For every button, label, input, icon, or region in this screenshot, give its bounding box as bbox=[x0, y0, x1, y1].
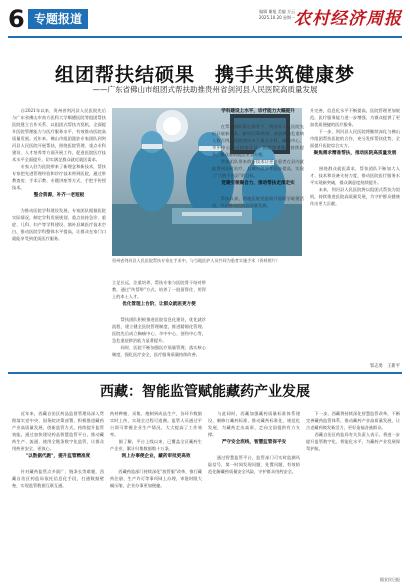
article1-headline: 组团帮扶结硕果 携手共筑健康梦 bbox=[54, 64, 355, 86]
article1-col1-subheading: 整合资源，补齐一老短板 bbox=[33, 193, 85, 198]
article2-column-2 bbox=[110, 403, 202, 575]
article1-column-2 bbox=[112, 272, 206, 362]
top-rule bbox=[8, 36, 402, 38]
article2-col1-text: 近年来，西藏自治区药品监督管理局深入贯彻落实党中央、国务院决策部署，积极推进藏药产业高质量发展，创新监管方式，持续提升监管效能。通过加快建设药品智慧监管平台，推动藏药生产、流通、使用全链条数字化监管，让群众用药更安全、更放心。 bbox=[12, 411, 104, 451]
masthead bbox=[8, 6, 402, 36]
article2-col3-text: 与此同时，西藏加强藏药质量标准体系建设，制修订藏药标准，推动藏药标准化、规范化发展，为藏药走出高原、走向全国提供有力支撑。 bbox=[208, 411, 300, 437]
article1-column-1 bbox=[12, 100, 106, 362]
article1-col4-text: 升完善，信息化水平不断提高，医院管理更加规范，医疗服务能力进一步增强，为群众提供了更加优质便捷的医疗服务。 下一步，剑河县人民医院将继续深化与佛山市组团帮扶医院的合作，充分发挥帮扶优势，全面提升医院综合实力。 bbox=[310, 108, 400, 148]
article1-col3b-text: 帮扶以来，两地医院党组织开展联学联建活动，共同推动医院高质量发展。 bbox=[212, 196, 304, 208]
article2-col2-subheading: 网上办事便企业，藏药审批更高效 bbox=[121, 454, 191, 459]
article1-col3-subheading: 学科建设上水平，诊疗能力大幅提升 bbox=[221, 109, 295, 114]
article1-col4-subheading: 聚焦需求精准帮扶，推动医院高质量发展 bbox=[313, 151, 397, 156]
article2-col3-subheading: 严守安全底线，智慧监管保平安 bbox=[221, 440, 287, 445]
article1-col3-subheading-2: 党建引领聚合力，推动帮扶走深走实 bbox=[221, 181, 295, 186]
article2-col2b-text: 西藏药监部门持续深化"放管服"改革，推行藏药注册、生产许可等事项网上办理，审批时限大幅压缩，企业办事更加便捷。 bbox=[110, 469, 202, 488]
article1-col2b-text: 帮扶团队积极推进医院信息化建设，优化就诊流程，建立健全医院管理制度，推进精细化管理。医院先后成立胸痛中心、卒中中心、创伤中心等，急危重症救治能力显著提升。 同时，医院不断加强医疗质量管理，落实核心制度，强化医疗安全，医疗服务质量持续改善。 bbox=[112, 317, 206, 357]
article1-subhead: ——广东省佛山市组团式帮扶助推贵州省剑河县人民医院高质量发展 bbox=[92, 85, 318, 94]
article1-column-3 bbox=[212, 100, 304, 362]
article1-byline: 邹志勇 王新平 bbox=[369, 364, 400, 369]
article2-col1-subheading: "以数据代跑"，提升监管精准度 bbox=[25, 454, 91, 459]
article2-column-4 bbox=[306, 403, 400, 575]
section-tag: 专题报道 bbox=[28, 9, 88, 29]
article2-headline: 西藏：智能监管赋能藏药产业发展 bbox=[100, 384, 310, 400]
article1-col1b-text: 为推动医院学科建设发展，专家团队根据医院实际情况，制定学科发展规划，重点扶持急诊、重症、儿科、妇产等学科建设，填补县域医疗技术空白，推动医院学科整体水平提高，让群众在家门口就能享受到优质医疗服务。 bbox=[12, 208, 106, 241]
page-number: 6 bbox=[8, 5, 25, 33]
article2-column-1 bbox=[12, 403, 104, 575]
article2-source: 据农民日报 bbox=[380, 577, 400, 582]
article1-col4b-text: 围绕群众就医需求，帮扶团队不断加大人才、技术和设备支持力度，推动医院医疗服务水平实现新突破，群众满意度持续提升。 未来，剑河县人民医院将以组团式帮扶为契机，持续推进医院高质量发展，为守护群众健康作出更大贡献。 bbox=[310, 166, 400, 206]
photo-caption: 贵州省剑河县人民医院帮扶专家在手术中，与当地医护人员共同为患者实施手术（资料照片） bbox=[112, 258, 280, 263]
article1-column-4 bbox=[310, 100, 400, 362]
article2-col3b-text: 通过智慧监管平台，监管部门可实时监测风险信号，第一时间发现问题、处置问题，有效防范化解藏药质量安全风险，守护群众用药安全。 bbox=[208, 455, 300, 474]
article1-col1-text: 自2021年以来，贵州省剑河县人民医院先后与广东省佛山市南方医科大学顺德医院等组团帮扶医院建立合作关系，以组团式帮扶为契机，全面提升医院管理能力与医疗服务水平，有效推动医院高质量发展。近年来，佛山市组团派驻专家团队到剑河县人民医院开展帮扶，围绕医院管理、重点专科建设、人才培养等方面开展工作，促进医院医疗技术水平全面提升，切实满足群众就近就医需求。 专家入驻为医院带来了新理念和新技术，帮扶专家把先进管理经验和诊疗技术带到医院，通过带教查房、手术示教、专题讲座等方式，手把手传授技术。 bbox=[12, 108, 106, 190]
article1-col2-subheading: 优化管理上台阶，让群众就医更方便 bbox=[122, 302, 196, 307]
article1-col2a-text: 立足长远，注重培养，帮扶专家与医院骨干结对带教，通过"传帮带"方式，培养了一批留得住、用得上的本土人才。 bbox=[112, 280, 206, 299]
issue-info: 编辑 谢旭 美编 方云 2025.10.20 星期一 bbox=[258, 9, 295, 20]
article2-col2-text: 药材种植、采集、炮制到成品生产，各环节数据实时上传，实现全过程可追溯。监管人员通过平台即可掌握企业生产情况，大大提高了工作效率。 据了解，平台上线以来，已覆盖全区藏药生产企业，累计归集数据数十万条。 bbox=[110, 411, 202, 451]
paper-logo: 农村经济周报 bbox=[294, 9, 402, 29]
middle-rule bbox=[8, 372, 402, 374]
article2-column-3 bbox=[208, 403, 300, 575]
article2-col1b-text: 针对藏药监管点多面广、链条长等难题，西藏自治区药监局依托信息化手段，打通数据壁垒，实现监管数据互联互通。 bbox=[12, 469, 104, 488]
article1-col3-text: 在帮扶团队精心指导下，剑河县人民医院先后开展新技术、新项目50余项，成功救治危重病人数百例。医院建成多个重点专科，胸痛中心、卒中中心通过国家认证，医院服务能力持续提升，群众看病就医更加方便。 帮扶团队带来的新技术让更多患者在县内就能得到及时治疗，县域内就诊率稳步提高，实现了"大病不出县"的目标。 bbox=[212, 124, 304, 178]
article2-col4-text: 下一步，西藏将持续深化智慧监管改革，不断完善藏药监管体系，推动藏药产业高质量发展，让古老藏药焕发新活力，更好造福各族群众。 西藏自治区药监局有关负责人表示，将进一步提升监管数字化、智能化水平，为藏药产业发展保驾护航。 bbox=[306, 411, 400, 451]
